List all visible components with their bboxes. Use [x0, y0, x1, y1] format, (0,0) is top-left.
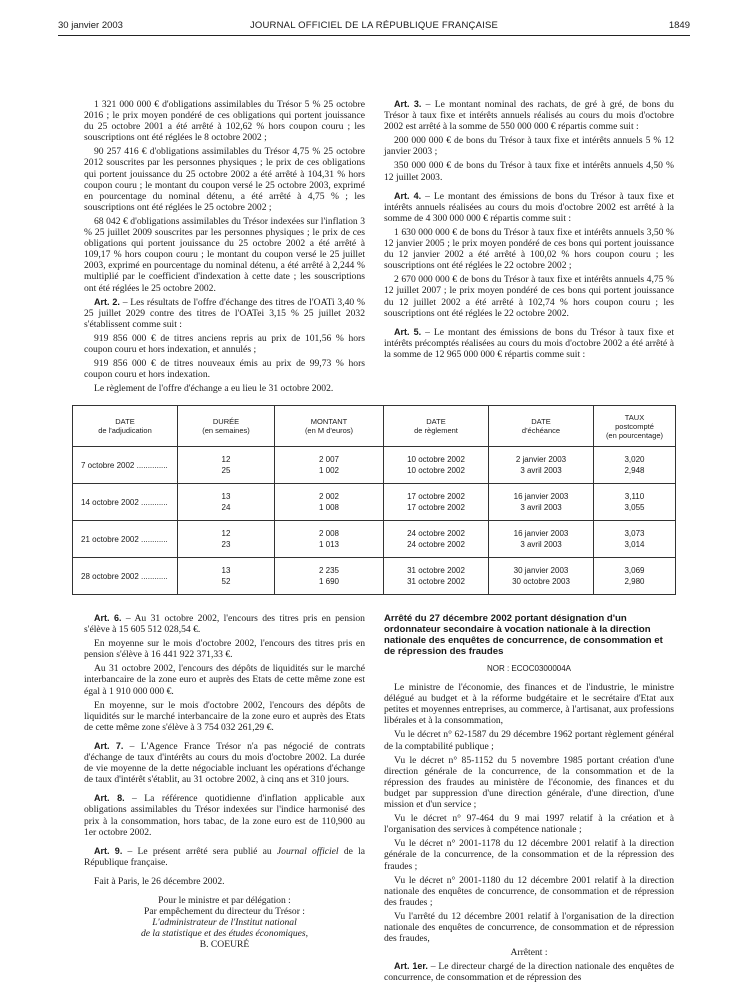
cell-montant: 2 007 1 002	[275, 447, 384, 484]
page-number: 1849	[668, 20, 690, 31]
article-6-para-1: En moyenne sur le mois d'octobre 2002, l'encours des titres pris en pension s'élève à 16 441 922 371,33 €.	[84, 638, 365, 661]
cell-reglement: 24 octobre 2002 24 octobre 2002	[384, 521, 489, 558]
arrete-title: Arrêté du 27 décembre 2002 portant désignation d'un ordonnateur secondaire à vocation nationale à la direction nationale des enquêtes de concurrence, de consommation et de répression des fraudes	[384, 613, 663, 657]
article-2-item-1: 919 856 000 € de titres anciens repris au prix de 101,56 % hors coupon couru et hors indexation, et annulés ;	[84, 332, 365, 355]
cell-taux: 3,110 3,055	[594, 484, 676, 521]
journal-title: JOURNAL OFFICIEL DE LA RÉPUBLIQUE FRANÇAISE	[249, 20, 499, 31]
bond-paragraph-3: 68 042 € d'obligations assimilables du Trésor indexées sur l'inflation 3 % 25 juillet 2009 souscrites par les personnes physiques ; le prix de ces obligations qui portent jouissance du 25 octobre 2002 a été arrêté à 109,17 % hors coupon couru ; le montant du coupon versé le 25 juillet 2003, exprimé en pourcentage du nominal détenu, a été arrêté à 2,244 % multiplié par le coefficient d'indexation à cette date ; les souscriptions ont été réglées le 25 octobre 2002.	[84, 215, 365, 294]
article-5: Art. 5. – Le montant des émissions de bons du Trésor à taux fixe et intérêts précomptés réalisées au cours du mois d'octobre 2002 a été arrêté à la somme de 12 965 000 000 € répartis comme suit :	[384, 326, 674, 360]
cell-echeance: 16 janvier 2003 3 avril 2003	[489, 484, 594, 521]
cell-reglement: 17 octobre 2002 17 octobre 2002	[384, 484, 489, 521]
upper-right-column	[384, 99, 674, 363]
cell-taux: 3,020 2,948	[594, 447, 676, 484]
cell-adjudication: 28 octobre 2002 ............	[73, 558, 178, 595]
article-9-label: Art. 9.	[94, 845, 123, 856]
article-9: Art. 9. – Le présent arrêté sera publié au Journal officiel de la République française.	[84, 845, 365, 868]
article-8: Art. 8. – La référence quotidienne d'inflation applicable aux obligations assimilables du Trésor indexées sur l'indice harmonisé des prix à la consommation, hors tabac, de la zone euro est de 110,900 au 1er octobre 2002.	[84, 793, 365, 838]
header-date: 30 janvier 2003	[58, 20, 123, 31]
article-3-item-2: 350 000 000 € de bons du Trésor à taux fixe et intérêts annuels 4,50 % 12 juillet 2003.	[384, 160, 674, 183]
article-3: Art. 3. – Le montant nominal des rachats, de gré à gré, de bons du Trésor à taux fixe et intérêts annuels réalisés au cours du mois d'octobre 2002 est arrêté à la somme de 550 000 000 € répartis comme suit :	[384, 99, 674, 133]
article-4-item-1: 1 630 000 000 € de bons du Trésor à taux fixe et intérêts annuels 3,50 % 12 janvier 2005 ; le prix moyen pondéré de ces bons qui portent jouissance du 12 janvier 2002 a été arrêté à 100,02 % hors coupon couru ; les souscriptions ont été réglées le 22 octobre 2002 ;	[384, 226, 674, 272]
cell-taux: 3,069 2,980	[594, 558, 676, 595]
article-2: Art. 2. – Les résultats de l'offre d'échange des titres de l'OATi 3,40 % 25 juillet 2029 contre des titres de l'OATei 3,15 % 25 juillet 2032 s'établissent comme suit :	[84, 296, 365, 330]
col-header-taux: TAUX postcompté (en pourcentage)	[594, 406, 676, 447]
col-header-reglement: DATE de règlement	[384, 406, 489, 447]
col-header-adjudication: DATE de l'adjudication	[73, 406, 178, 447]
arrete-preamble: Le ministre de l'économie, des finances et de l'industrie, le ministre délégué au budget et à la réforme budgétaire et le secrétaire d'Etat aux petites et moyennes entreprises, au commerce, à l'artisanat, aux professions libérales et à la consommation,	[384, 682, 674, 727]
table-row	[73, 558, 676, 595]
article-6-para-3: En moyenne, sur le mois d'octobre 2002, l'encours des dépôts de liquidités sur le marché interbancaire de la zone euro et auprès des Etats de cette même zone s'élève à 3 754 032 261,29 €.	[84, 699, 365, 733]
article-6: Art. 6. – Au 31 octobre 2002, l'encours des titres pris en pension s'élève à 15 605 512 028,54 €.	[84, 613, 365, 636]
signature-block: Pour le ministre et par délégation : Par empêchement du directeur du Trésor : L'administrateur de l'Institut national de la statistique et des études économiques, B. COEURÉ	[84, 895, 365, 950]
cell-duree: 12 25	[178, 447, 275, 484]
bond-paragraph-1: 1 321 000 000 € d'obligations assimilables du Trésor 5 % 25 octobre 2016 ; le prix moyen pondéré de ces obligations qui portent jouissance du 25 octobre 2001 a été arrêté à 102,62 % hors coupon couru ; les souscriptions ont été réglées le 8 octobre 2002 ;	[84, 99, 365, 144]
table-row	[73, 521, 676, 558]
auction-results-table	[72, 405, 676, 595]
cell-montant: 2 008 1 013	[275, 521, 384, 558]
cell-echeance: 2 janvier 2003 3 avril 2003	[489, 447, 594, 484]
arretent: Arrêtent :	[510, 947, 548, 959]
col-header-echeance: DATE d'échéance	[489, 406, 594, 447]
visa-4: Vu le décret n° 2001-1178 du 12 décembre 2001 relatif à la direction générale de la concurrence, de la consommation et de la répression des fraudes ;	[384, 838, 674, 872]
cell-adjudication: 7 octobre 2002 ..............	[73, 447, 178, 484]
cell-duree: 12 23	[178, 521, 275, 558]
visa-1: Vu le décret n° 62-1587 du 29 décembre 1962 portant règlement général de la comptabilité publique ;	[384, 729, 674, 752]
article-6-para-2: Au 31 octobre 2002, l'encours des dépôts de liquidités sur le marché interbancaire de la zone euro et auprès des Etats de cette même zone est égal à 1 910 000 000 €.	[84, 663, 365, 697]
article-6-label: Art. 6.	[94, 613, 122, 623]
cell-echeance: 16 janvier 2003 3 avril 2003	[489, 521, 594, 558]
article-2-item-2: 919 856 000 € de titres nouveaux émis au prix de 99,73 % hors coupon couru et hors indexation.	[84, 358, 365, 381]
signatory-name: B. COEURÉ	[199, 939, 250, 951]
nor-reference: NOR : ECOC0300004A	[486, 664, 572, 673]
cell-adjudication: 14 octobre 2002 ............	[73, 484, 178, 521]
article-3-item-1: 200 000 000 € de bons du Trésor à taux fixe et intérêts annuels 5 % 12 janvier 2003 ;	[384, 135, 674, 158]
col-header-duree: DURÉE (en semaines)	[178, 406, 275, 447]
cell-taux: 3,073 3,014	[594, 521, 676, 558]
table-row	[73, 484, 676, 521]
lower-right-column	[384, 613, 674, 986]
header-rule	[58, 35, 690, 36]
article-7: Art. 7. – L'Agence France Trésor n'a pas négocié de contrats d'échange de taux d'intérêts au cours du mois d'octobre 2002. La durée de vie moyenne de la dette négociable incluant les opérations d'échange de taux d'intérêt s'établit, au 31 octobre 2002, à cinq ans et 310 jours.	[84, 740, 365, 786]
article-2-closing: Le règlement de l'offre d'échange a eu lieu le 31 octobre 2002.	[94, 383, 334, 395]
cell-montant: 2 002 1 008	[275, 484, 384, 521]
bond-paragraph-2: 90 257 416 € d'obligations assimilables du Trésor 4,75 % 25 octobre 2012 souscrites par les personnes physiques ; le prix de ces obligations qui portent jouissance du 25 octobre 2002 a été arrêté à 104,31 % hors coupon couru ; le montant du coupon versé le 25 octobre 2003, exprimé en pourcentage du nominal détenu, a été arrêté à 4,75 % ; les souscriptions ont été réglées le 25 octobre 2002 ;	[84, 146, 365, 213]
page-header	[58, 20, 690, 36]
article-4: Art. 4. – Le montant des émissions de bons du Trésor à taux fixe et intérêts annuels réalisées au cours du mois d'octobre 2002 est arrêté à la somme de 4 300 000 000 € répartis comme suit :	[384, 190, 674, 224]
cell-duree: 13 24	[178, 484, 275, 521]
cell-adjudication: 21 octobre 2002 ............	[73, 521, 178, 558]
arrete-article-1-label: Art. 1er.	[394, 961, 428, 972]
visa-3: Vu le décret n° 97-464 du 9 mai 1997 relatif à la création et à l'organisation des services à compétence nationale ;	[384, 813, 674, 836]
cell-reglement: 10 octobre 2002 10 octobre 2002	[384, 447, 489, 484]
article-5-label: Art. 5.	[394, 326, 422, 337]
article-8-label: Art. 8.	[94, 793, 125, 804]
fait-a-paris: Fait à Paris, le 26 décembre 2002.	[94, 875, 225, 887]
table-header-row	[73, 406, 676, 447]
upper-left-column	[84, 99, 365, 397]
cell-montant: 2 235 1 690	[275, 558, 384, 595]
article-3-label: Art. 3.	[394, 99, 422, 109]
cell-reglement: 31 octobre 2002 31 octobre 2002	[384, 558, 489, 595]
lower-left-column	[84, 613, 365, 950]
article-7-label: Art. 7.	[94, 740, 124, 751]
visa-6: Vu l'arrêté du 12 décembre 2001 relatif à l'organisation de la direction nationale des enquêtes de concurrence, de consommation et de répression des fraudes,	[384, 910, 674, 945]
visa-5: Vu le décret n° 2001-1180 du 12 décembre 2001 relatif à la direction nationale des enquêtes de concurrence, de consommation et de répression des fraudes ;	[384, 874, 674, 908]
article-2-label: Art. 2.	[94, 296, 120, 307]
col-header-montant: MONTANT (en M d'euros)	[275, 406, 384, 447]
table-row	[73, 447, 676, 484]
visa-2: Vu le décret n° 85-1152 du 5 novembre 1985 portant création d'une direction générale de la concurrence, de la consommation et de la répression des fraudes au ministère de l'économie, des finances et du budget par suppression d'une direction générale, d'une direction, d'une mission et d'un service ;	[384, 754, 674, 811]
arrete-article-1: Art. 1er. – Le directeur chargé de la direction nationale des enquêtes de concurrence, de consommation et de répression des	[384, 961, 674, 984]
cell-duree: 13 52	[178, 558, 275, 595]
cell-echeance: 30 janvier 2003 30 octobre 2003	[489, 558, 594, 595]
article-4-item-2: 2 670 000 000 € de bons du Trésor à taux fixe et intérêts annuels 4,75 % 12 juillet 2007 ; le prix moyen pondéré de ces bons qui portent jouissance du 12 juillet 2002 a été arrêté à 102,74 % hors coupon couru ; les souscriptions ont été réglées le 22 octobre 2002.	[384, 274, 674, 319]
article-4-label: Art. 4.	[394, 190, 422, 201]
